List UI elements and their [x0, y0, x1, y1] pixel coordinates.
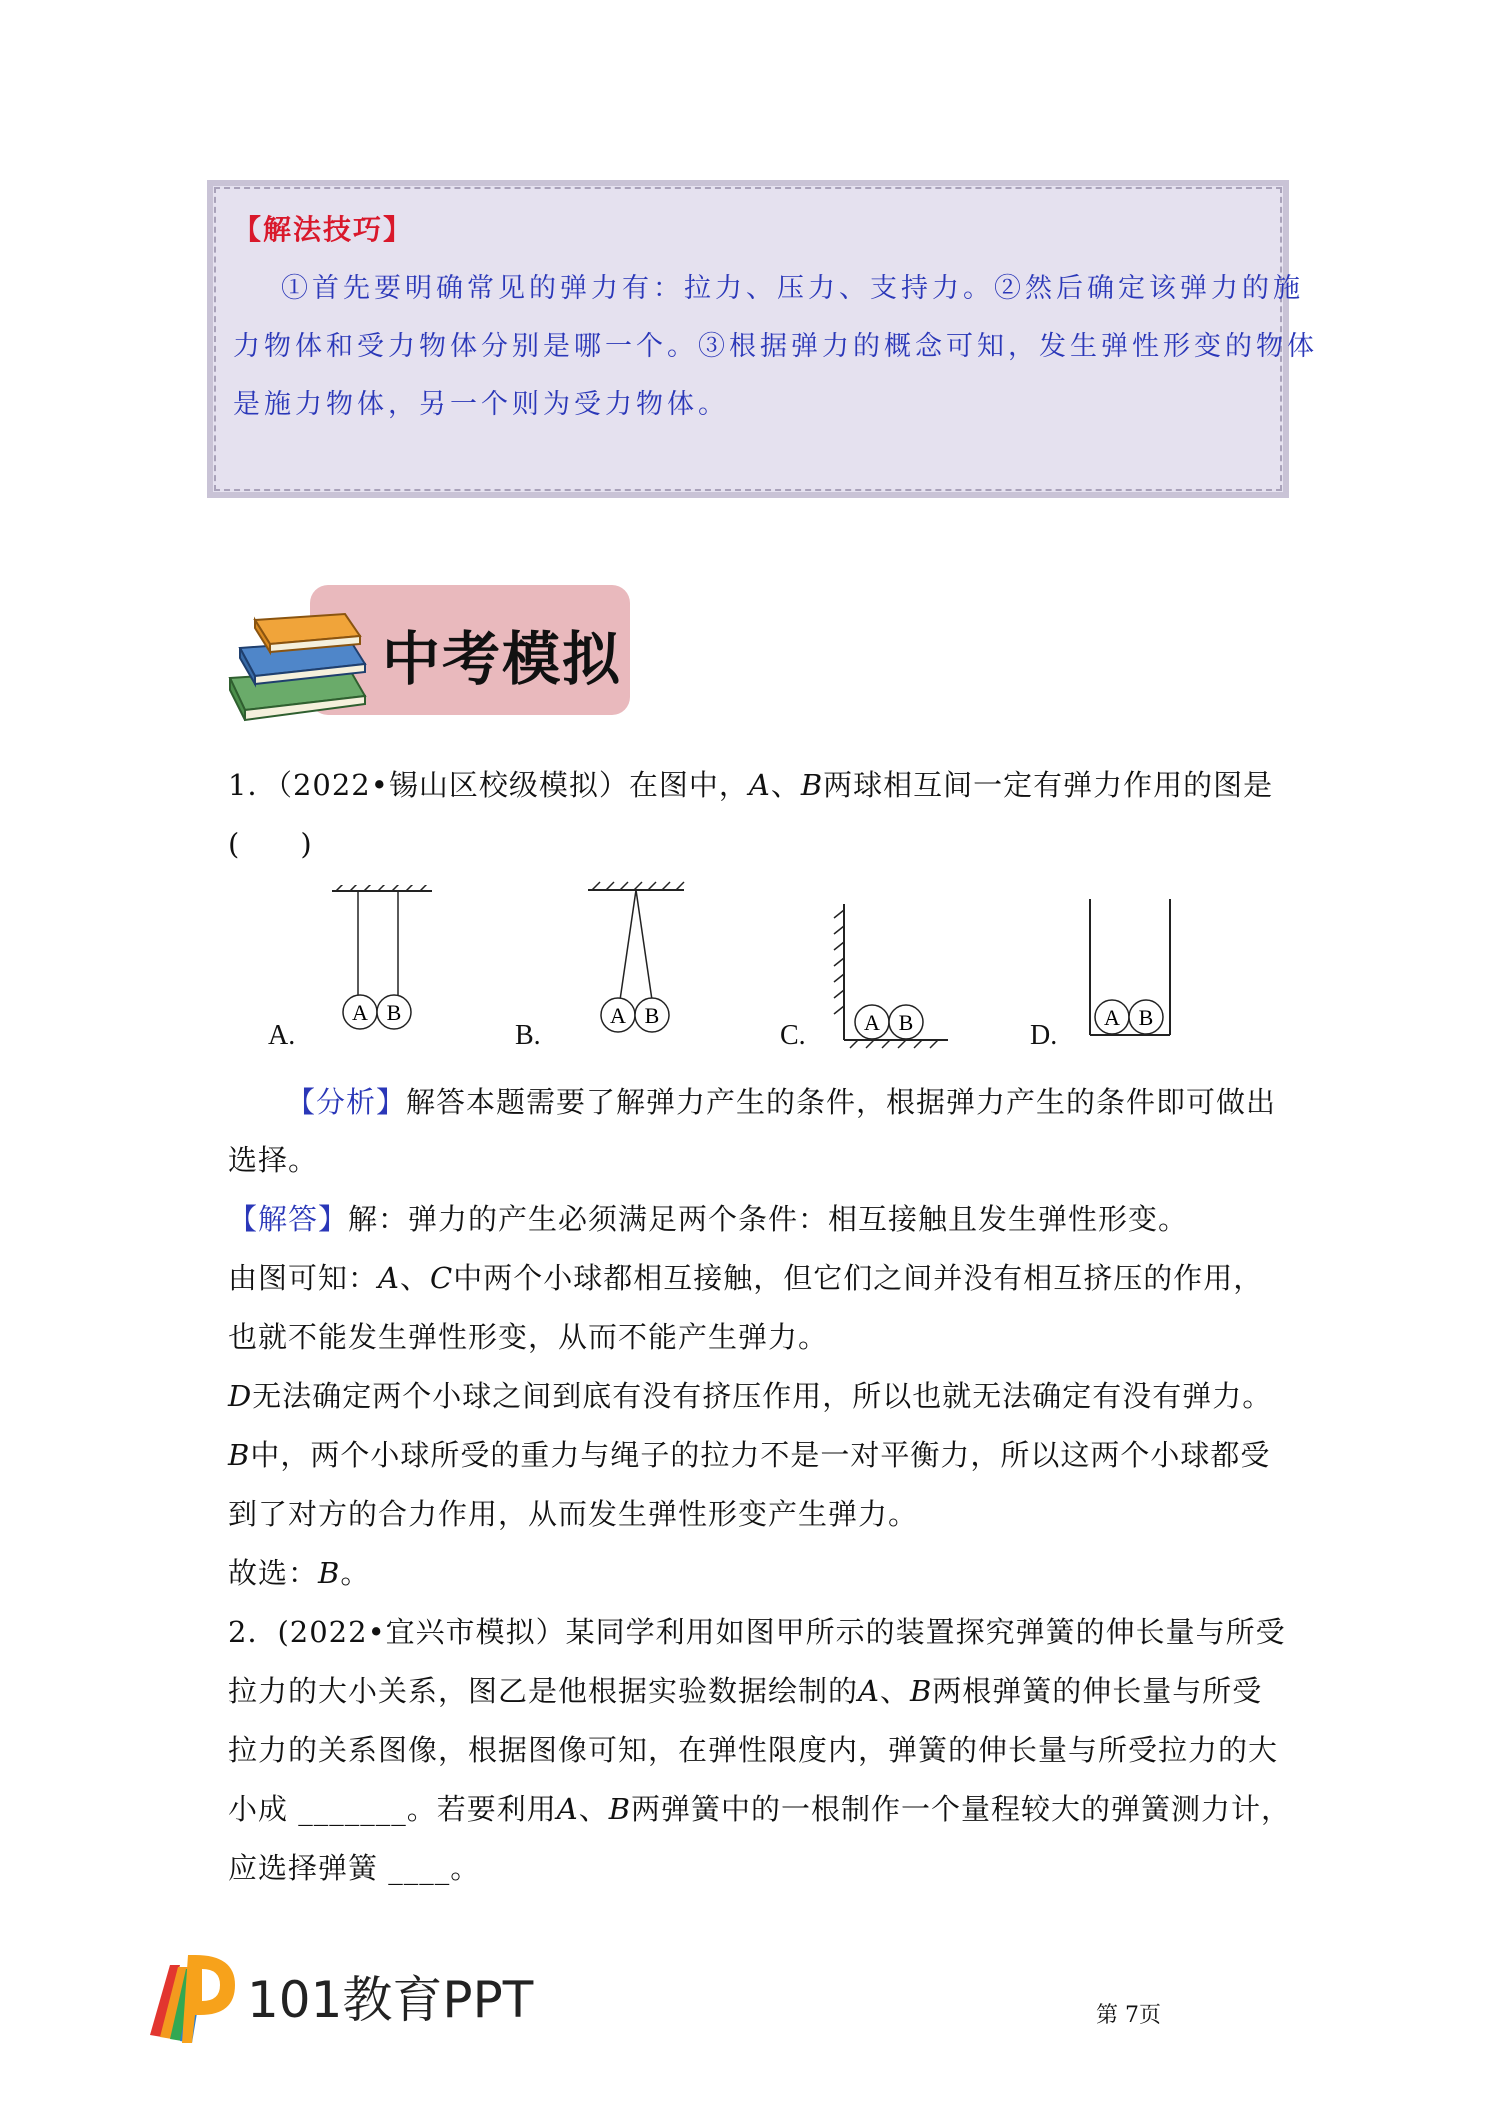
svg-text:A: A: [352, 1000, 368, 1025]
answer-line-7: 故选：B。: [228, 1556, 371, 1590]
tips-line-1: ①首先要明确常见的弹力有：拉力、压力、支持力。②然后确定该弹力的施: [281, 273, 1304, 304]
q2-line-2: 拉力的大小关系，图乙是他根据实验数据绘制的A、B两根弹簧的伸长量与所受: [228, 1674, 1263, 1708]
option-d-label: D.: [1030, 1020, 1058, 1051]
svg-text:A: A: [1104, 1005, 1120, 1030]
figure-a: [320, 885, 440, 1035]
svg-text:B: B: [644, 1003, 660, 1028]
q2-line-5: 应选择弹簧 ____。: [228, 1851, 481, 1885]
answer-line-2: 由图可知：A、C中两个小球都相互接触，但它们之间并没有相互挤压的作用，: [228, 1261, 1264, 1295]
q2-line-4: 小成 _______。若要利用A、B两弹簧中的一根制作一个量程较大的弹簧测力计，: [228, 1792, 1292, 1826]
tips-box: [207, 180, 1318, 498]
q1-blank: ( ): [228, 827, 313, 861]
answer-line-3: 也就不能发生弹性形变，从而不能产生弹力。: [228, 1320, 829, 1354]
tips-title: 【解法技巧】: [233, 213, 414, 246]
analysis-tag: 【分析】: [286, 1085, 407, 1119]
page-number: 第 7页: [1096, 2003, 1161, 2028]
tips-line-3: 是施力物体，另一个则为受力物体。: [233, 389, 729, 420]
svg-text:B: B: [386, 1000, 402, 1025]
figure-b: [580, 880, 700, 1040]
section-title: 中考模拟: [382, 625, 623, 693]
svg-text:A: A: [610, 1003, 626, 1028]
answer-line-1: 【解答】解：弹力的产生必须满足两个条件：相互接触且发生弹性形变。: [228, 1202, 1189, 1236]
figure-c: [830, 900, 960, 1050]
option-a-label: A.: [268, 1020, 296, 1051]
brand-name: 101教育PPT: [247, 1971, 534, 2029]
answer-tag: 【解答】: [228, 1202, 349, 1236]
tips-line-2: 力物体和受力物体分别是哪一个。③根据弹力的概念可知，发生弹性形变的物体: [233, 331, 1318, 362]
option-b-label: B.: [515, 1020, 541, 1051]
q2-line-1: 2．(2022•宜兴市模拟）某同学利用如图甲所示的装置探究弹簧的伸长量与所受: [228, 1615, 1286, 1649]
q2-line-3: 拉力的关系图像，根据图像可知，在弹性限度内，弹簧的伸长量与所受拉力的大: [228, 1733, 1279, 1767]
q1-stem: 1．（2022•锡山区校级模拟）在图中，A、B两球相互间一定有弹力作用的图是: [228, 768, 1274, 802]
figure-d: [1080, 895, 1180, 1045]
answer-line-4: D无法确定两个小球之间到底有没有挤压作用，所以也就无法确定有没有弹力。: [228, 1379, 1273, 1413]
q2-blank-1: _______: [298, 1792, 407, 1826]
answer-line-5: B中，两个小球所受的重力与绳子的拉力不是一对平衡力，所以这两个小球都受: [228, 1438, 1271, 1472]
analysis-line-1: 【分析】解答本题需要了解弹力产生的条件，根据弹力产生的条件即可做出: [286, 1085, 1277, 1119]
books-icon: [225, 600, 375, 730]
q2-blank-2: ____: [388, 1851, 451, 1885]
svg-text:A: A: [864, 1010, 880, 1035]
analysis-line-2: 选择。: [228, 1143, 319, 1177]
option-c-label: C.: [780, 1020, 806, 1051]
svg-text:B: B: [898, 1010, 914, 1035]
answer-line-6: 到了对方的合力作用，从而发生弹性形变产生弹力。: [228, 1497, 919, 1531]
brand-logo-icon: [140, 1945, 240, 2045]
svg-text:B: B: [1138, 1005, 1154, 1030]
